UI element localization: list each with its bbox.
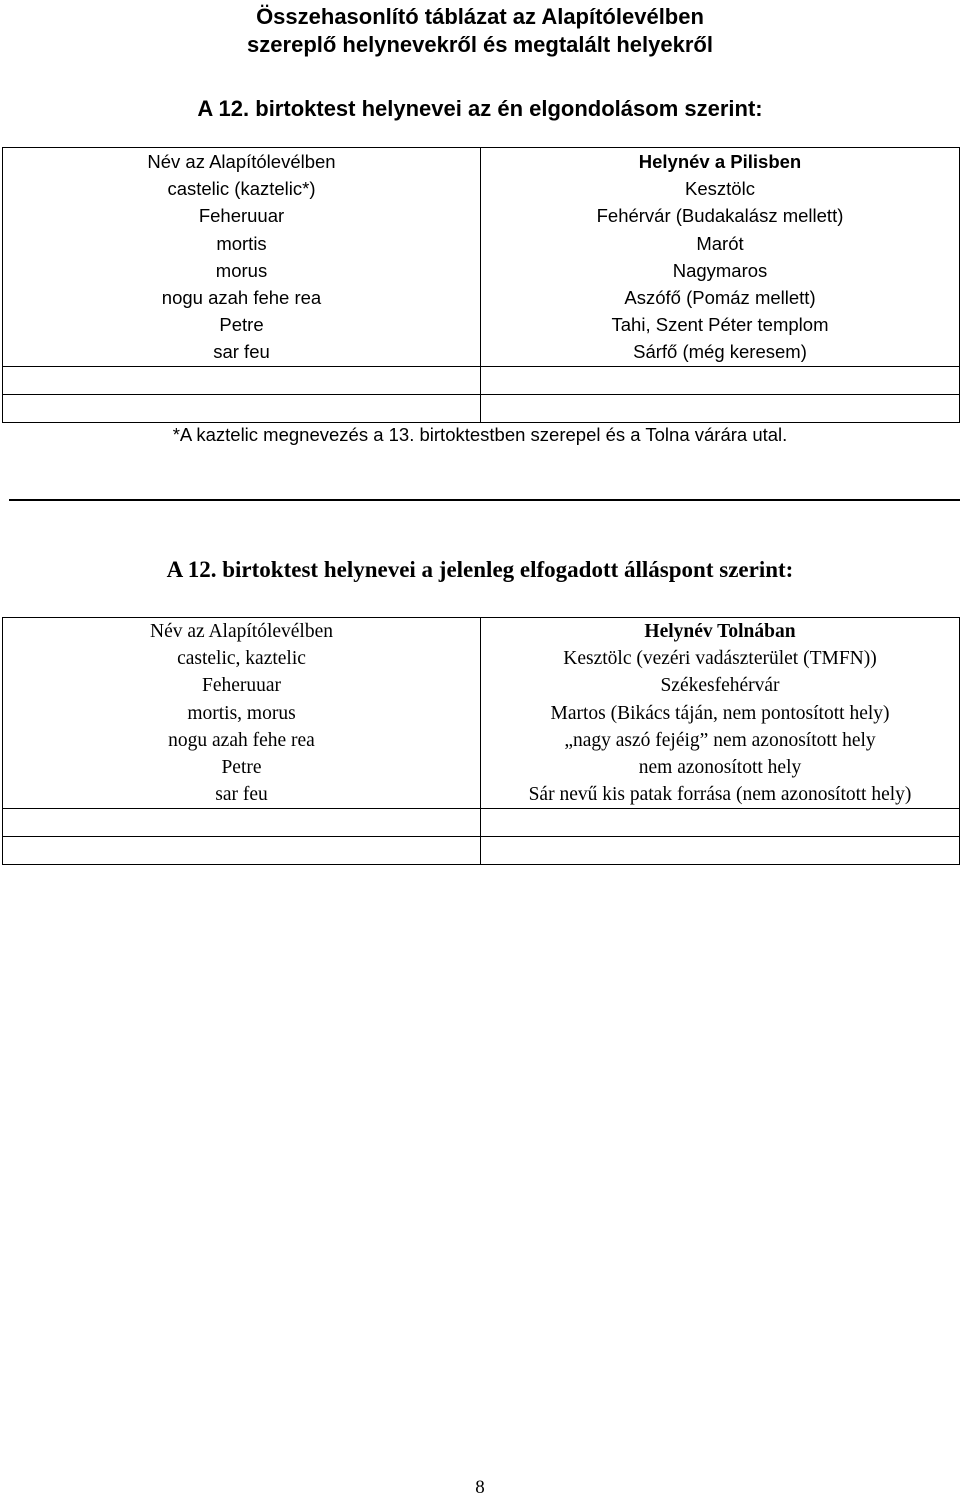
name-column-cell <box>3 618 481 809</box>
column-header: Név az Alapítólevélben <box>149 621 333 642</box>
list-item: mortis, morus <box>187 702 296 724</box>
place-column-cell <box>481 148 960 367</box>
section-1-heading: A 12. birtoktest helynevei az én elgondolásom szerint: <box>197 96 763 121</box>
empty-cell <box>3 809 481 837</box>
list-item: Tahi, Szent Péter templom <box>611 314 829 336</box>
list-item: nogu azah fehe rea <box>161 286 322 308</box>
empty-cell <box>481 837 960 865</box>
list-item: Aszófő (Pomáz mellett) <box>624 286 816 308</box>
list-item: Feheruuar <box>198 205 285 227</box>
list-item: morus <box>215 259 268 281</box>
comparison-table-pilis <box>2 147 960 423</box>
column-header: Helynév a Pilisben <box>638 151 802 172</box>
list-item: „nagy aszó fejéig” nem azonosított hely <box>564 729 876 751</box>
list-item: nogu azah fehe rea <box>168 729 315 751</box>
list-item: sar feu <box>213 341 270 363</box>
empty-cell <box>3 837 481 865</box>
place-column-cell <box>481 618 960 809</box>
page-number: 8 <box>475 1477 485 1498</box>
list-item: Petre <box>219 314 264 336</box>
list-item: Kesztölc (vezéri vadászterület (TMFN)) <box>563 648 877 670</box>
footnote: *A kaztelic megnevezés a 13. birtoktestben szerepel és a Tolna várára utal. <box>172 424 788 445</box>
empty-cell <box>481 809 960 837</box>
table-row-empty <box>3 809 960 837</box>
list-item: Marót <box>696 232 744 254</box>
table-row <box>3 618 960 809</box>
section-2-heading: A 12. birtoktest helynevei a jelenleg elfogadott álláspont szerint: <box>166 557 794 582</box>
comparison-table-tolna <box>2 617 960 865</box>
empty-cell <box>481 394 960 422</box>
table-row-empty <box>3 394 960 422</box>
list-item: Fehérvár (Budakalász mellett) <box>596 205 844 227</box>
empty-cell <box>481 366 960 394</box>
list-item: Martos (Bikács táján, nem pontosított hely) <box>550 702 890 724</box>
document-title-line-2: szereplő helynevekről és megtalált helyekről <box>247 32 713 57</box>
list-item: Petre <box>221 756 262 778</box>
divider-line <box>9 499 960 501</box>
list-item: castelic, kaztelic <box>177 648 306 670</box>
list-item: Nagymaros <box>672 259 768 281</box>
list-item: Székesfehérvár <box>660 675 780 697</box>
list-item: sar feu <box>215 784 268 806</box>
empty-cell <box>3 366 481 394</box>
name-column-cell <box>3 148 481 367</box>
list-item: castelic (kaztelic*) <box>167 178 316 200</box>
document-title-line-1: Összehasonlító táblázat az Alapítólevélben <box>256 4 704 29</box>
list-item: Feheruuar <box>201 675 282 697</box>
list-item: Sárfő (még keresem) <box>633 341 807 363</box>
list-item: Kesztölc <box>685 178 755 200</box>
table-row-empty <box>3 837 960 865</box>
column-header: Helynév Tolnában <box>644 621 796 642</box>
list-item: Sár nevű kis patak forrása (nem azonosított hely) <box>528 784 912 806</box>
list-item: nem azonosított hely <box>638 756 802 778</box>
table-row <box>3 148 960 367</box>
empty-cell <box>3 394 481 422</box>
column-header: Név az Alapítólevélben <box>147 151 336 172</box>
table-row-empty <box>3 366 960 394</box>
list-item: mortis <box>216 232 267 254</box>
